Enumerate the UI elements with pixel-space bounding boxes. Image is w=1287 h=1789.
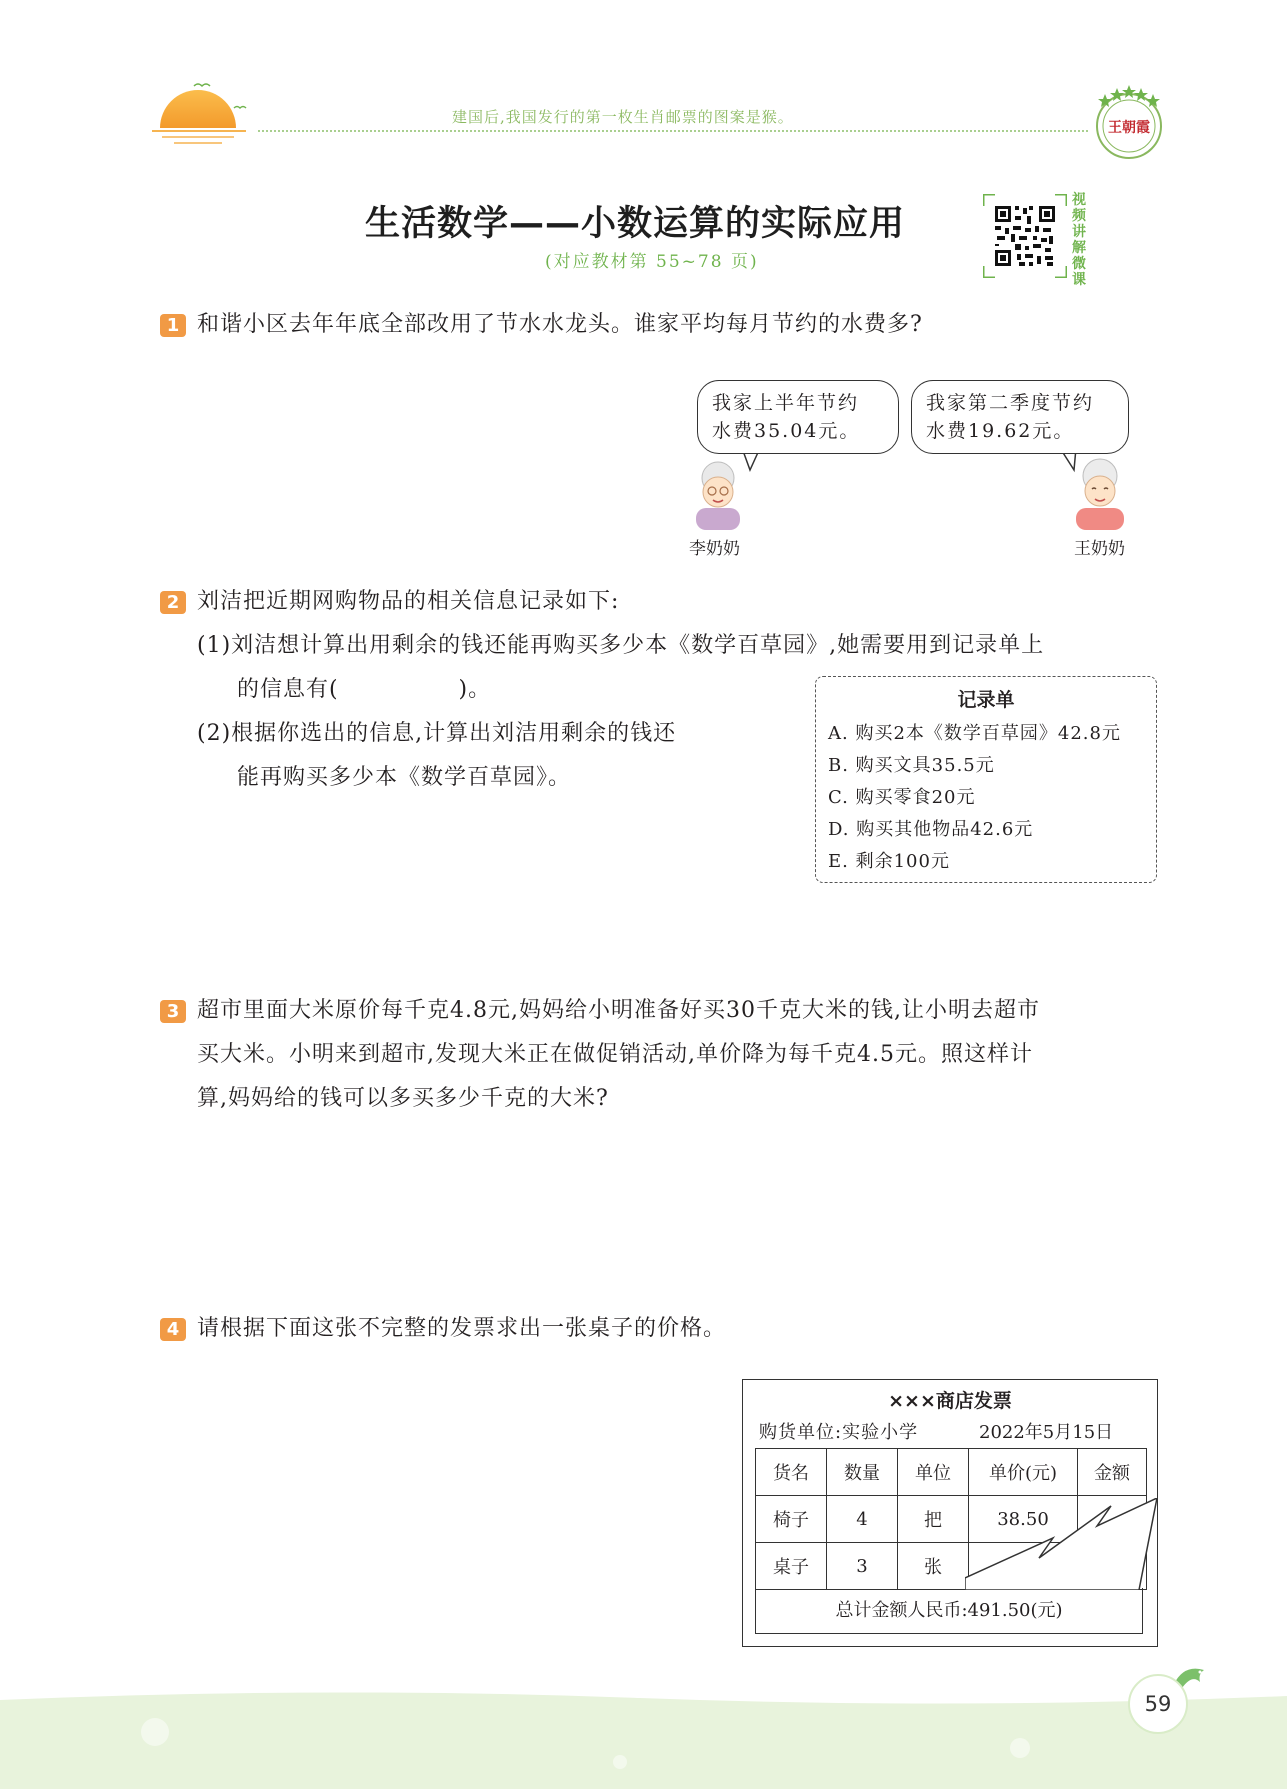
invoice-title: ×××商店发票	[888, 1390, 1012, 1412]
sun-logo-icon	[150, 78, 260, 150]
question-3-line3: 算,妈妈给的钱可以多买多少千克的大米?	[197, 1086, 609, 1111]
record-item-d: D. 购买其他物品42.6元	[828, 819, 1034, 840]
qr-video-label: 视频讲解微课	[1072, 192, 1086, 288]
speech-bubble-li	[697, 380, 899, 454]
record-item-c: C. 购买零食20元	[828, 787, 976, 808]
record-sheet	[815, 676, 1157, 883]
question-4-number: 4	[160, 1318, 186, 1341]
question-1-text: 和谐小区去年年底全部改用了节水水龙头。谁家平均每月节约的水费多?	[197, 312, 923, 337]
header-rule	[258, 130, 1088, 132]
question-4-text: 请根据下面这张不完整的发票求出一张桌子的价格。	[197, 1316, 727, 1341]
grandma-wang-avatar-icon	[1070, 456, 1130, 530]
page-title: 生活数学——小数运算的实际应用	[365, 204, 906, 244]
question-2-part1-line2: 的信息有( )。	[237, 677, 492, 702]
invoice-header-cell: 金额	[1078, 1449, 1147, 1496]
bubble-li-line-1: 我家上半年节约	[712, 392, 860, 414]
record-item-e: E. 剩余100元	[828, 851, 950, 872]
question-2-number: 2	[160, 591, 186, 614]
bubble-li-line-2: 水费35.04元。	[712, 420, 861, 442]
record-item-b: B. 购买文具35.5元	[828, 755, 995, 776]
footer-decoration	[0, 1690, 1287, 1789]
invoice-cell: 38.50	[969, 1496, 1078, 1543]
invoice-buyer: 购货单位:实验小学	[759, 1422, 919, 1443]
invoice-header-cell: 单位	[898, 1449, 969, 1496]
grandma-wang-name: 王奶奶	[1074, 539, 1125, 559]
question-3-number: 3	[160, 1000, 186, 1023]
invoice-date: 2022年5月15日	[979, 1422, 1114, 1443]
question-3-line1: 超市里面大米原价每千克4.8元,妈妈给小明准备好买30千克大米的钱,让小明去超市	[197, 998, 1040, 1023]
record-item-a: A. 购买2本《数学百草园》42.8元	[828, 723, 1121, 744]
question-2-part1-line1: (1)刘洁想计算出用剩余的钱还能再购买多少本《数学百草园》,她需要用到记录单上	[197, 633, 1045, 658]
speech-bubble-wang	[911, 380, 1129, 454]
svg-text:王朝霞: 王朝霞	[1108, 120, 1150, 136]
question-1-number: 1	[160, 314, 186, 337]
torn-invoice-corner	[965, 1498, 1157, 1590]
invoice-cell: 张	[898, 1543, 969, 1590]
qr-code-icon[interactable]	[983, 194, 1067, 278]
invoice-header-row	[756, 1449, 1147, 1496]
bubble-wang-line-1: 我家第二季度节约	[926, 392, 1095, 414]
header-fact: 建国后,我国发行的第一枚生肖邮票的图案是猴。	[452, 108, 794, 126]
page-subtitle: (对应教材第 55~78 页)	[545, 252, 759, 272]
invoice-header-cell: 货名	[756, 1449, 827, 1496]
invoice-cell: 3	[827, 1543, 898, 1590]
invoice	[742, 1379, 1158, 1647]
invoice-cell: 椅子	[756, 1496, 827, 1543]
bubble-wang-line-2: 水费19.62元。	[926, 420, 1075, 442]
question-2-part2-line2: 能再购买多少本《数学百草园》。	[237, 765, 572, 790]
record-sheet-title: 记录单	[957, 689, 1015, 711]
invoice-header-cell: 数量	[827, 1449, 898, 1496]
question-2-intro: 刘洁把近期网购物品的相关信息记录如下:	[197, 589, 620, 614]
grandma-li-avatar-icon	[688, 458, 748, 530]
invoice-total: 总计金额人民币:491.50(元)	[755, 1588, 1143, 1634]
invoice-cell: 把	[898, 1496, 969, 1543]
invoice-cell: 4	[827, 1496, 898, 1543]
page-number: 59	[1128, 1674, 1188, 1734]
invoice-header-cell: 单价(元)	[969, 1449, 1078, 1496]
invoice-cell: 桌子	[756, 1543, 827, 1590]
brand-seal-icon	[1090, 80, 1168, 162]
grandma-li-name: 李奶奶	[689, 539, 740, 559]
question-2-part2-line1: (2)根据你选出的信息,计算出刘洁用剩余的钱还	[197, 721, 677, 746]
question-3-line2: 买大米。小明来到超市,发现大米正在做促销活动,单价降为每千克4.5元。照这样计	[197, 1042, 1033, 1067]
